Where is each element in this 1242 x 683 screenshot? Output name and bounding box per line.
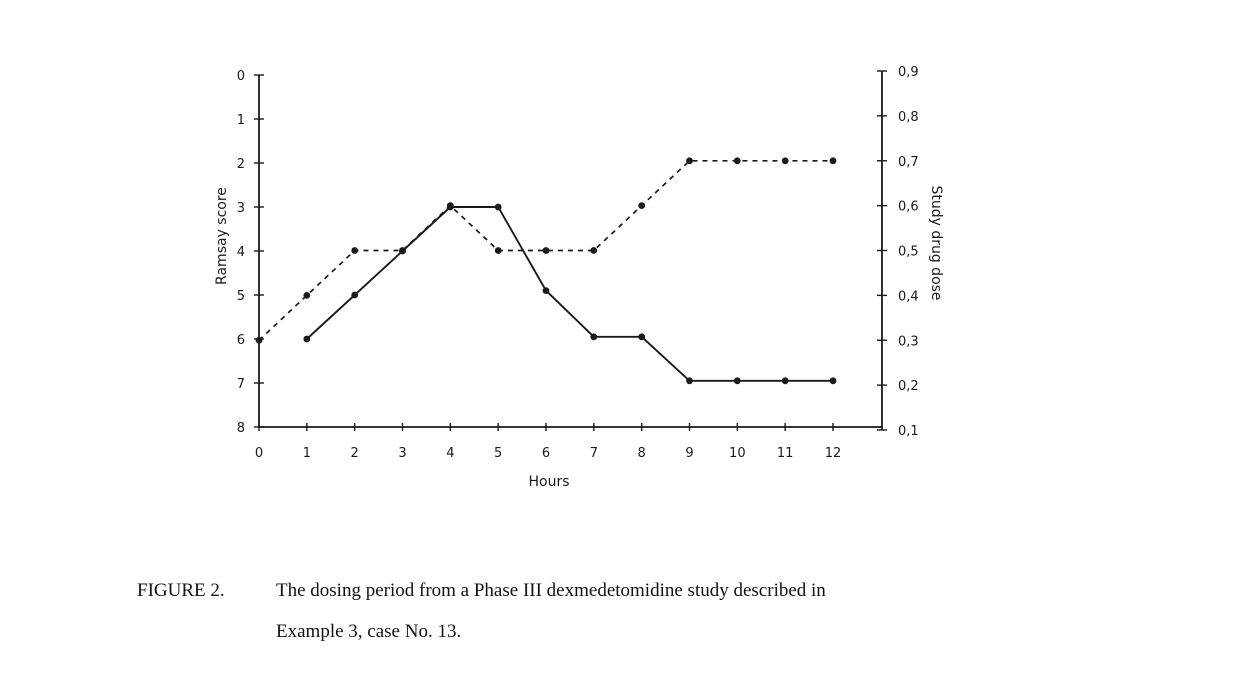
left-tick-label-7: 7: [236, 377, 245, 392]
x-tick-label-7: 7: [589, 446, 598, 461]
x-tick-label-2: 2: [350, 446, 359, 461]
x-tick-label-3: 3: [398, 446, 407, 461]
right-axis-title: Study drug dose: [928, 185, 944, 301]
series-1-point-10: [782, 377, 789, 384]
right-tick-label-8: 0,9: [898, 65, 919, 80]
series-2-point-0: [256, 337, 263, 344]
series-1-solid-line: [307, 207, 833, 381]
left-tick-label-3: 3: [236, 201, 245, 216]
series-1-point-7: [638, 333, 645, 340]
x-tick-label-1: 1: [302, 446, 311, 461]
right-tick-label-2: 0,3: [898, 334, 919, 350]
series-2-point-8: [638, 202, 645, 209]
series-2-point-2: [351, 247, 358, 254]
right-tick-label-7: 0,8: [898, 109, 919, 125]
left-axis-title: Ramsay score: [214, 187, 230, 285]
series-1-point-1: [351, 292, 358, 299]
x-axis-title: Hours: [528, 474, 570, 490]
right-tick-label-1: 0,2: [898, 379, 919, 395]
chart-series: [256, 157, 837, 384]
series-2-point-10: [734, 157, 741, 164]
left-tick-label-4: 4: [236, 245, 245, 260]
x-tick-label-4: 4: [446, 446, 455, 461]
series-2-point-9: [686, 157, 693, 164]
x-tick-label-6: 6: [541, 446, 551, 461]
series-1-point-9: [734, 377, 741, 384]
right-tick-label-0: 0,1: [898, 424, 919, 439]
series-1-point-8: [686, 377, 693, 384]
caption-line-2: Example 3, case No. 13.: [276, 621, 462, 642]
x-tick-label-11: 11: [776, 446, 794, 461]
right-tick-label-4: 0,5: [898, 244, 919, 260]
series-2-point-4: [447, 202, 454, 209]
right-tick-label-5: 0,6: [898, 199, 919, 215]
right-tick-label-3: 0,4: [898, 289, 919, 305]
right-tick-label-6: 0,7: [898, 154, 919, 170]
series-2-point-6: [543, 247, 550, 254]
series-1-point-5: [543, 287, 550, 294]
left-tick-label-0: 0: [236, 69, 245, 84]
figure-label: FIGURE 2.: [137, 580, 225, 601]
series-2-point-11: [782, 157, 789, 164]
x-tick-label-12: 12: [824, 446, 842, 461]
x-tick-label-5: 5: [494, 446, 503, 461]
chart-ticks: [237, 65, 919, 461]
series-2-point-7: [590, 247, 597, 254]
left-tick-label-6: 6: [236, 333, 245, 348]
series-1-point-4: [495, 204, 502, 211]
left-tick-label-5: 5: [236, 289, 245, 304]
series-1-point-6: [590, 333, 597, 340]
caption-line-1: The dosing period from a Phase III dexmedetomidine study described in: [276, 580, 826, 601]
series-2-point-3: [399, 247, 406, 254]
left-tick-label-8: 8: [236, 421, 245, 436]
x-tick-label-0: 0: [254, 446, 264, 461]
series-1-point-0: [303, 336, 310, 343]
series-1-point-11: [830, 377, 837, 384]
left-tick-label-2: 2: [236, 157, 245, 172]
x-tick-label-8: 8: [637, 446, 646, 461]
series-2-point-5: [495, 247, 502, 254]
x-tick-label-9: 9: [685, 446, 694, 461]
series-2-point-1: [303, 292, 310, 299]
series-2-point-12: [830, 157, 837, 164]
left-tick-label-1: 1: [236, 113, 245, 128]
x-tick-label-10: 10: [729, 446, 746, 461]
